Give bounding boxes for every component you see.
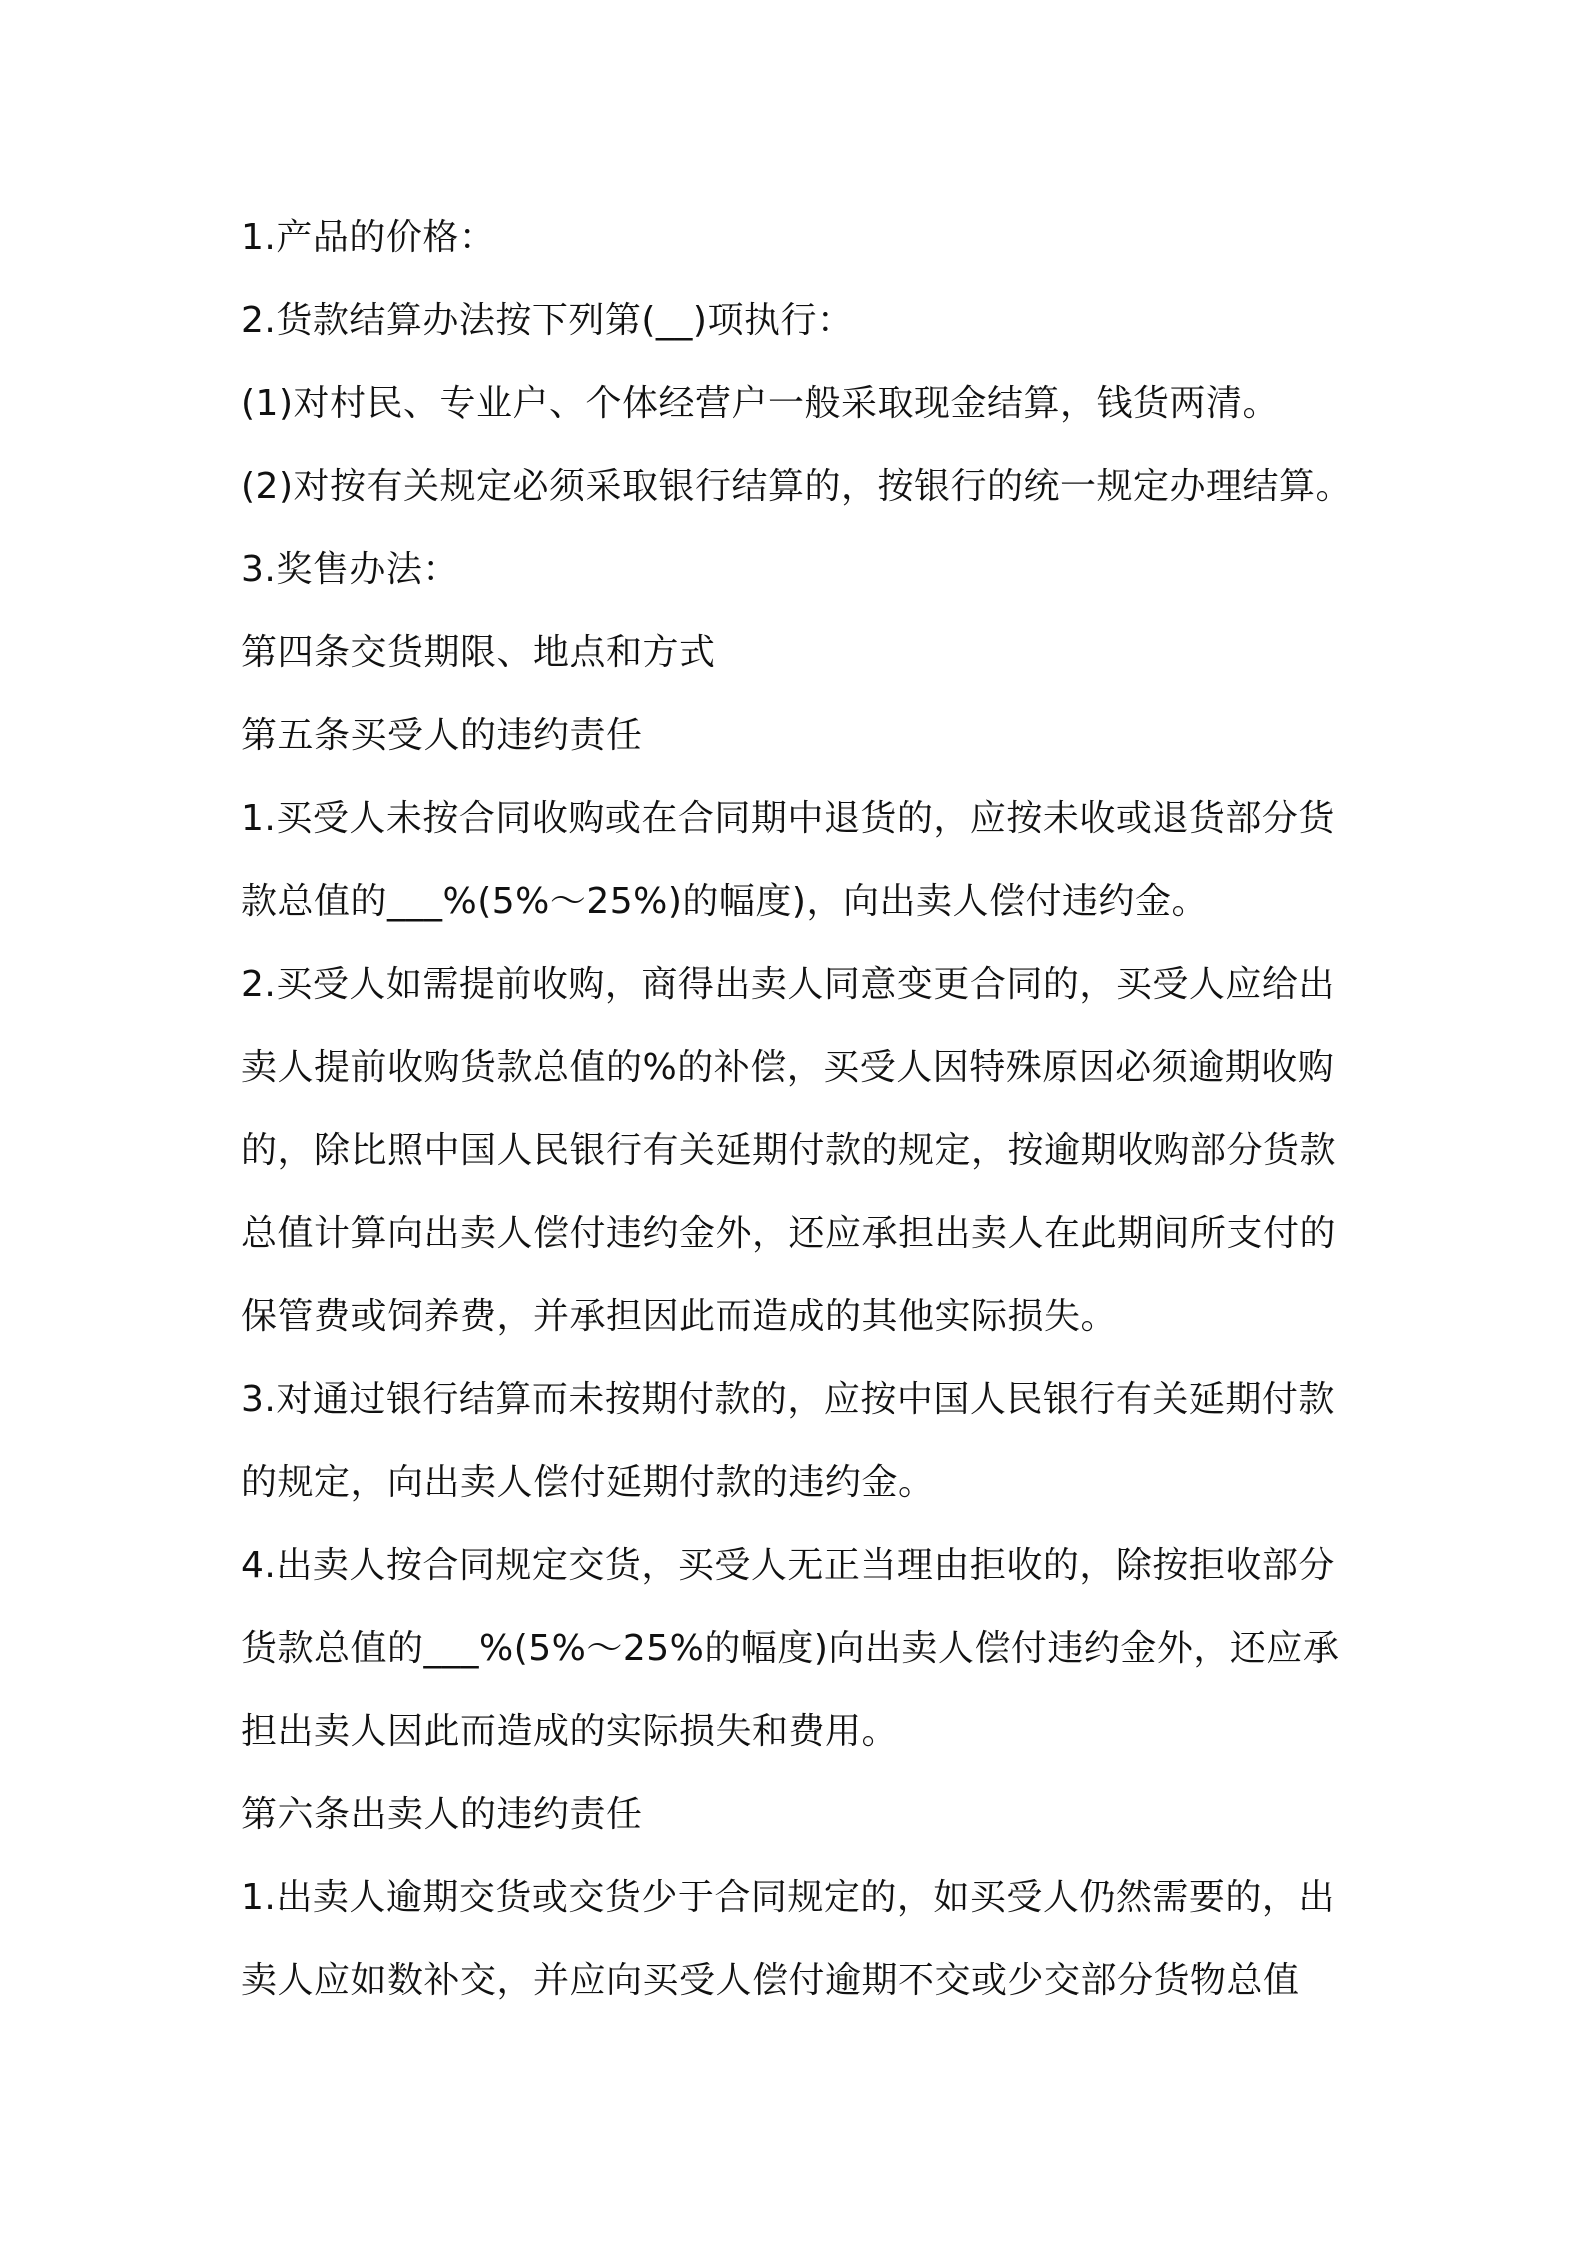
text-line: 2.买受人如需提前收购，商得出卖人同意变更合同的，买受人应给出: [241, 964, 1335, 1005]
text-line: 的，除比照中国人民银行有关延期付款的规定，按逾期收购部分货款: [241, 1130, 1337, 1171]
text-line: 3.奖售办法：: [241, 549, 459, 590]
text-line: 保管费或饲养费，并承担因此而造成的其他实际损失。: [241, 1296, 1118, 1337]
text-line: 卖人提前收购货款总值的%的补偿，买受人因特殊原因必须逾期收购: [241, 1047, 1335, 1088]
text-line: 1.买受人未按合同收购或在合同期中退货的，应按未收或退货部分货: [241, 798, 1335, 839]
text-line: 4.出卖人按合同规定交货，买受人无正当理由拒收的，除按拒收部分: [241, 1545, 1335, 1586]
article-heading: 第五条买受人的违约责任: [241, 715, 643, 756]
text-line: 1.产品的价格：: [241, 217, 496, 258]
text-line: 货款总值的___%(5%～25%的幅度)向出卖人偿付违约金外，还应承: [241, 1628, 1340, 1669]
article-heading: 第四条交货期限、地点和方式: [241, 632, 716, 673]
text-line: (1)对村民、专业户、个体经营户一般采取现金结算，钱货两清。: [241, 383, 1279, 424]
text-line: 款总值的___%(5%～25%)的幅度)，向出卖人偿付违约金。: [241, 881, 1208, 922]
document-page: [241, 196, 1361, 2022]
text-line: 1.出卖人逾期交货或交货少于合同规定的，如买受人仍然需要的，出: [241, 1877, 1335, 1918]
text-line: 3.对通过银行结算而未按期付款的，应按中国人民银行有关延期付款: [241, 1379, 1335, 1420]
text-line: 担出卖人因此而造成的实际损失和费用。: [241, 1711, 899, 1752]
text-line: 2.货款结算办法按下列第(__)项执行：: [241, 300, 854, 341]
article-heading: 第六条出卖人的违约责任: [241, 1794, 643, 1835]
text-line: (2)对按有关规定必须采取银行结算的，按银行的统一规定办理结算。: [241, 466, 1352, 507]
text-line: 的规定，向出卖人偿付延期付款的违约金。: [241, 1462, 935, 1503]
text-line: 总值计算向出卖人偿付违约金外，还应承担出卖人在此期间所支付的: [241, 1213, 1337, 1254]
text-line: 卖人应如数补交，并应向买受人偿付逾期不交或少交部分货物总值: [241, 1960, 1300, 2001]
